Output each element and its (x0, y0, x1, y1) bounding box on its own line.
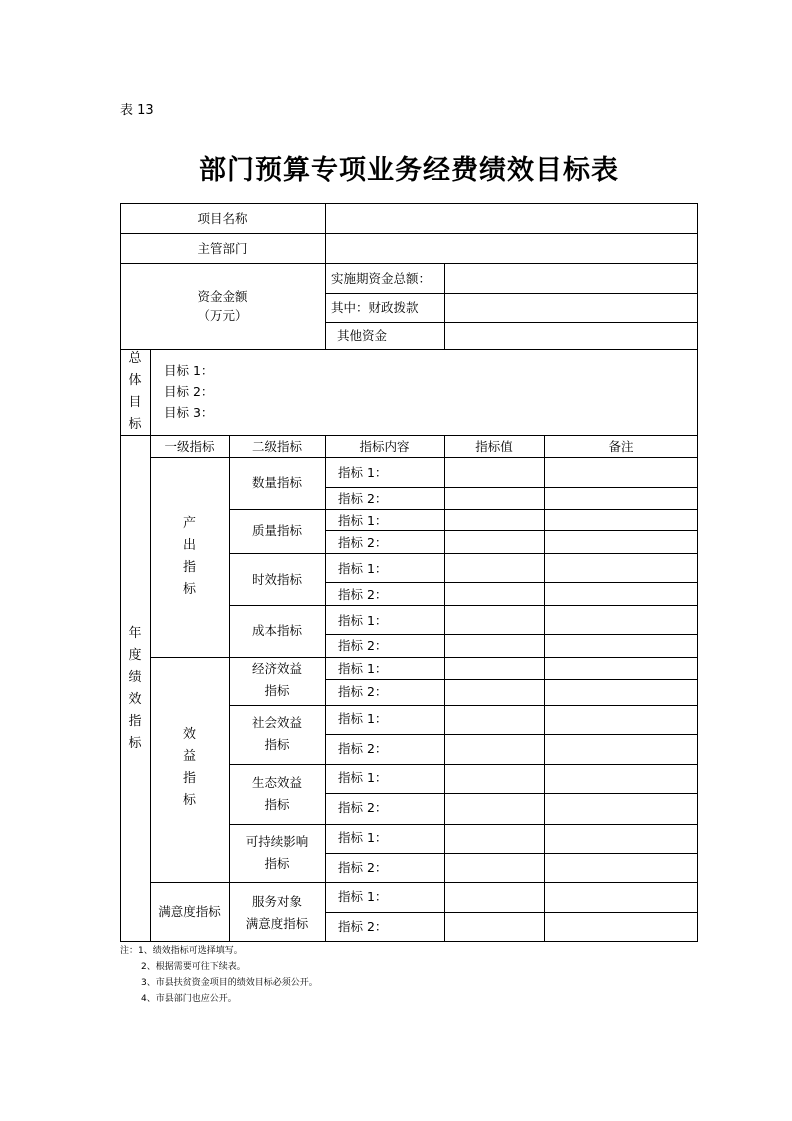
goal-1: 目标 1： (164, 363, 214, 378)
note-3: 3、市县扶贫资金项目的绩效目标必须公开。 (141, 978, 318, 988)
cost-indicator: 成本指标 (251, 623, 302, 638)
timeliness-indicator: 时效指标 (251, 572, 302, 587)
project-name-label: 项目名称 (197, 211, 248, 226)
note-1: 注：1、绩效指标可选择填写。 (120, 946, 243, 956)
overall-goal-label: 总 体 目 标 (128, 351, 142, 432)
social-benefit-line2: 指标 (264, 737, 290, 752)
indicator-row: 指标 1： (338, 711, 388, 726)
indicator-row: 指标 1： (338, 830, 388, 845)
other-fund-label: 其他资金 (337, 328, 388, 343)
annual-indicator-label: 年 度 绩 效 指 标 (128, 626, 142, 751)
indicator-row: 指标 2： (338, 491, 388, 506)
header-value: 指标值 (475, 439, 513, 454)
indicator-row: 指标 2： (338, 535, 388, 550)
table-number-label: 表 13 (120, 103, 154, 118)
indicator-row: 指标 1： (338, 889, 388, 904)
social-benefit-line1: 社会效益 (251, 715, 302, 730)
service-satisfaction-line1: 服务对象 (251, 894, 302, 909)
total-fund-label: 实施期资金总额： (331, 271, 432, 286)
fund-amount-label: 资金金额 (197, 289, 248, 304)
page-title: 部门预算专项业务经费绩效目标表 (199, 155, 619, 186)
note-4: 4、市县部门也应公开。 (141, 994, 237, 1004)
quality-indicator: 质量指标 (251, 523, 302, 538)
ecological-benefit-line1: 生态效益 (251, 775, 302, 790)
indicator-row: 指标 2： (338, 800, 388, 815)
benefit-indicator-label: 效 益 指 标 (182, 727, 196, 808)
output-indicator-label: 产 出 指 标 (182, 516, 196, 597)
header-level1: 一级指标 (164, 439, 215, 454)
satisfaction-indicator-label: 满意度指标 (158, 904, 221, 919)
indicator-row: 指标 1： (338, 661, 388, 676)
table-notes (120, 943, 318, 1007)
quantity-indicator: 数量指标 (251, 475, 302, 490)
indicator-row: 指标 2： (338, 684, 388, 699)
indicator-row: 指标 2： (338, 919, 388, 934)
fiscal-fund-label: 其中：财政拨款 (331, 300, 419, 315)
indicator-row: 指标 2： (338, 638, 388, 653)
service-satisfaction-line2: 满意度指标 (245, 916, 309, 931)
goal-3: 目标 3： (164, 405, 214, 420)
sustainable-impact-line1: 可持续影响 (245, 834, 309, 849)
indicator-row: 指标 1： (338, 465, 388, 480)
header-content: 指标内容 (359, 439, 410, 454)
economic-benefit-line2: 指标 (264, 683, 290, 698)
header-remark: 备注 (608, 439, 634, 454)
indicator-row: 指标 1： (338, 513, 388, 528)
note-2: 2、根据需要可往下续表。 (141, 962, 246, 972)
fund-unit-label: （万元） (197, 308, 248, 323)
indicator-row: 指标 1： (338, 561, 388, 576)
ecological-benefit-line2: 指标 (264, 797, 290, 812)
indicator-row: 指标 1： (338, 613, 388, 628)
indicator-row: 指标 2： (338, 860, 388, 875)
indicator-row: 指标 1： (338, 770, 388, 785)
economic-benefit-line1: 经济效益 (251, 661, 302, 676)
indicator-row: 指标 2： (338, 587, 388, 602)
sustainable-impact-line2: 指标 (264, 856, 290, 871)
goal-2: 目标 2： (164, 384, 214, 399)
department-label: 主管部门 (197, 241, 248, 256)
header-level2: 二级指标 (251, 439, 302, 454)
indicator-row: 指标 2： (338, 741, 388, 756)
